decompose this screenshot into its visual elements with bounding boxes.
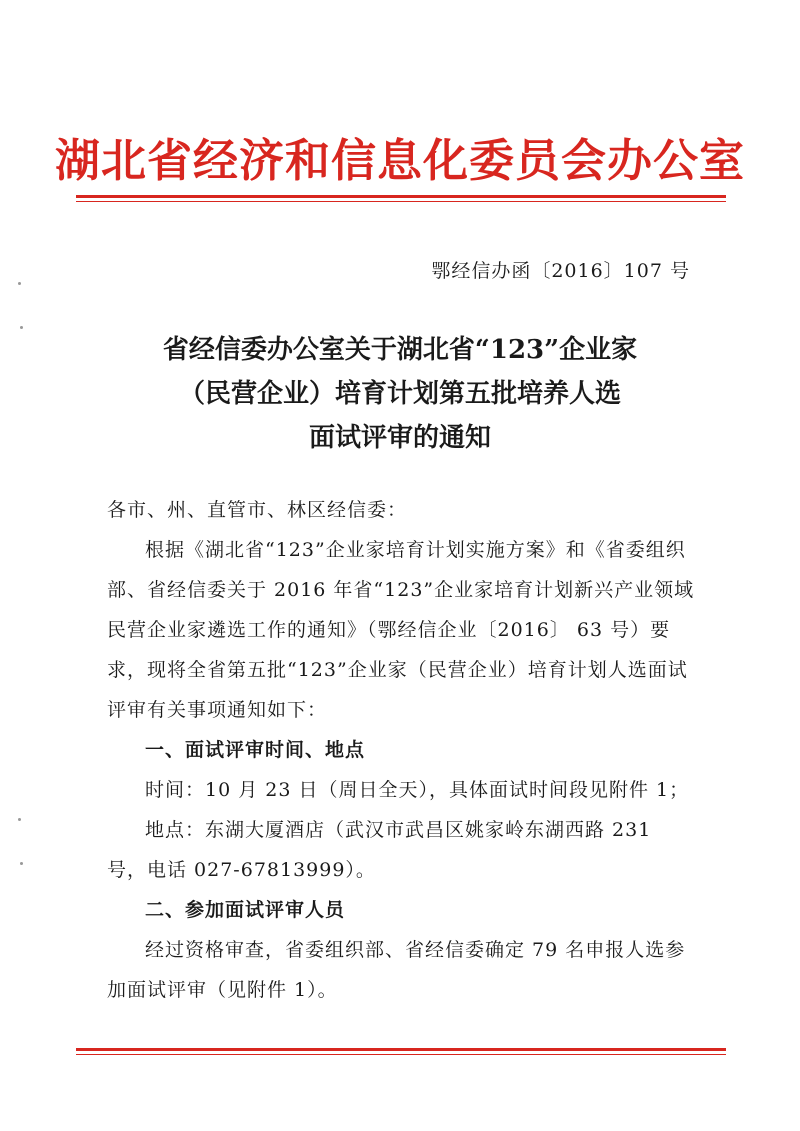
document-body bbox=[107, 490, 697, 1010]
salutation: 各市、州、直管市、林区经信委： bbox=[107, 499, 408, 521]
footer-rule-thick bbox=[76, 1048, 726, 1051]
document-title bbox=[0, 328, 800, 460]
scan-mark bbox=[20, 326, 23, 329]
body-paragraph-2: 经过资格审查，省委组织部、省经信委确定 79 名申报人选参加面试评审（见附件 1）。 bbox=[107, 939, 686, 1001]
scan-mark bbox=[18, 282, 21, 285]
section-2-heading: 二、参加面试评审人员 bbox=[145, 899, 346, 921]
time-line: 时间：10 月 23 日（周日全天），具体面试时间段见附件 1； bbox=[145, 779, 690, 801]
title-line-3: 面试评审的通知 bbox=[308, 423, 491, 453]
header-rule-thin bbox=[76, 201, 726, 202]
location-line: 地点：东湖大厦酒店（武汉市武昌区姚家岭东湖西路 231 号，电话 027-67813999）。 bbox=[107, 819, 652, 881]
header-rule-thick bbox=[76, 195, 726, 198]
document-number: 鄂经信办函〔2016〕107 号 bbox=[431, 260, 690, 282]
title-line-2: （民营企业）培育计划第五批培养人选 bbox=[178, 379, 621, 409]
scan-mark bbox=[20, 862, 23, 865]
scan-mark bbox=[18, 818, 21, 821]
organization-header: 湖北省经济和信息化委员会办公室 bbox=[54, 134, 745, 187]
title-line-1: 省经信委办公室关于湖北省“123”企业家 bbox=[162, 335, 638, 365]
body-paragraph-1: 根据《湖北省“123”企业家培育计划实施方案》和《省委组织部、省经信委关于 2016 年省“123”企业家培育计划新兴产业领域民营企业家遴选工作的通知》（鄂经信企业〔2016〕 63 号）要求，现将全省第五批“123”企业家（民营企业）培育计划人选面试评审有关事项通知如下： bbox=[107, 539, 695, 721]
footer-rule-thin bbox=[76, 1054, 726, 1055]
section-1-heading: 一、面试评审时间、地点 bbox=[145, 739, 366, 761]
